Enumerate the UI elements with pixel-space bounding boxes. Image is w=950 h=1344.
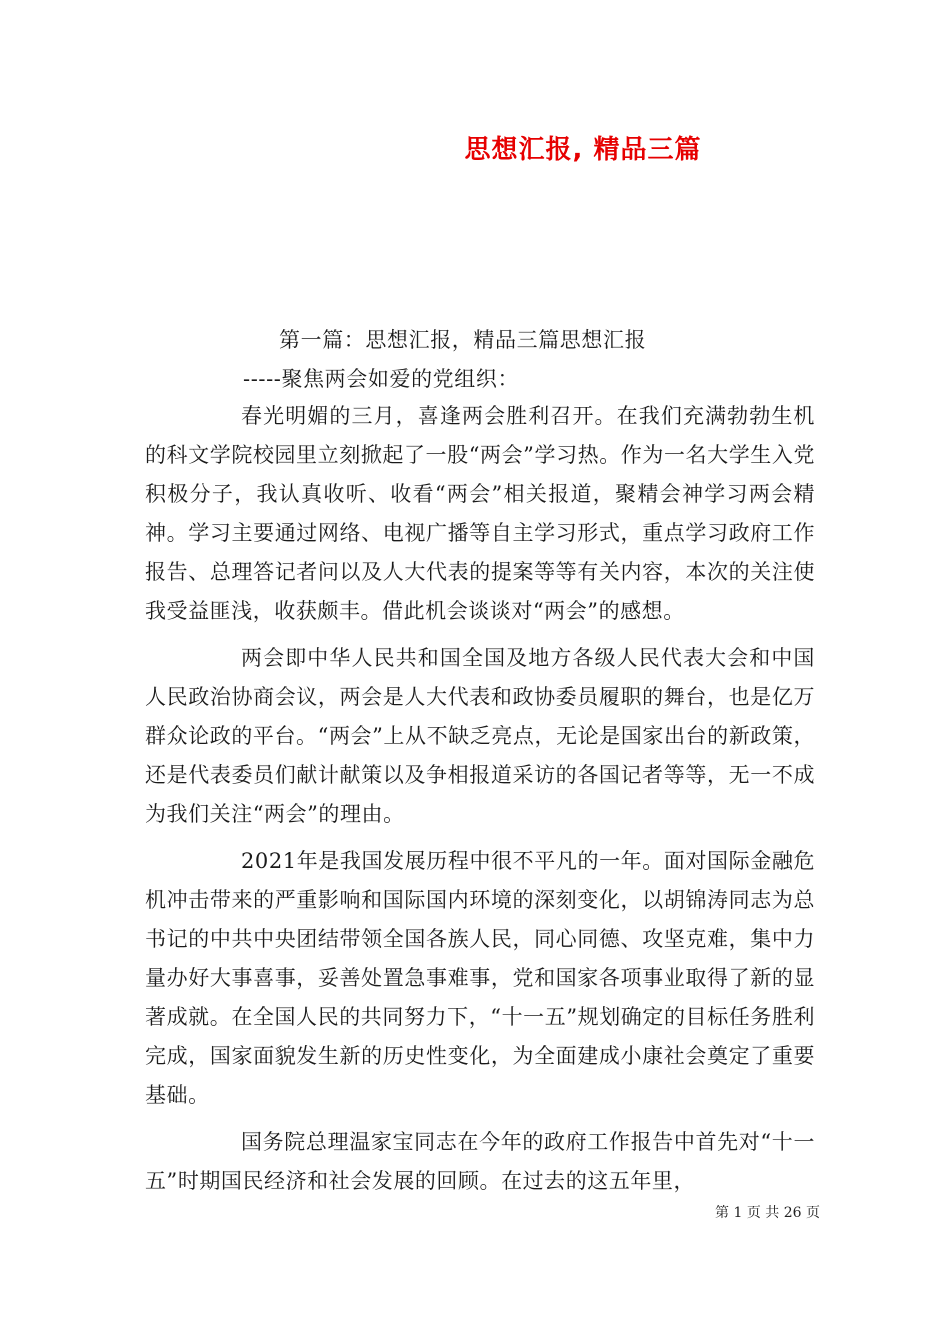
paragraph-1: 春光明媚的三月，喜逢两会胜利召开。在我们充满勃勃生机的科文学院校园里立刻掀起了一股“两会”学习热。作为一名大学生入党积极分子，我认真收听、收看“两会”相关报道，聚精会神学习两会精神。学习主要通过网络、电视广播等自主学习形式，重点学习政府工作报告、总理答记者问以及人大代表的提案等等有关内容，本次的关注使我受益匪浅，收获颇丰。借此机会谈谈对“两会”的感想。 <box>145 404 815 623</box>
paragraph-2: 两会即中华人民共和国全国及地方各级人民代表大会和中国人民政治协商会议，两会是人大代表和政协委员履职的舞台，也是亿万群众论政的平台。“两会”上从不缺乏亮点，无论是国家出台的新政策，还是代表委员们献计献策以及争相报道采访的各国记者等等，无一不成为我们关注“两会”的理由。 <box>145 646 815 826</box>
salutation: -----聚焦两会如爱的党组织： <box>243 367 520 391</box>
body-text <box>145 397 815 1201</box>
page-number-footer: 第 1 页 共 26 页 <box>715 1205 820 1221</box>
section-heading: 第一篇：思想汇报，精品三篇思想汇报 <box>279 328 647 352</box>
document-title: 思想汇报, 精品三篇 <box>464 135 702 165</box>
paragraph-4: 国务院总理温家宝同志在今年的政府工作报告中首先对“十一五”时期国民经济和社会发展的回顾。在过去的这五年里， <box>145 1130 815 1193</box>
paragraph-3: 2021年是我国发展历程中很不平凡的一年。面对国际金融危机冲击带来的严重影响和国际国内环境的深刻变化，以胡锦涛同志为总书记的中共中央团结带领全国各族人民，同心同德、攻坚克难，集中力量办好大事喜事，妥善处置急事难事，党和国家各项事业取得了新的显著成就。在全国人民的共同努力下，“十一五”规划确定的目标任务胜利完成，国家面貌发生新的历史性变化，为全面建成小康社会奠定了重要基础。 <box>145 849 815 1107</box>
